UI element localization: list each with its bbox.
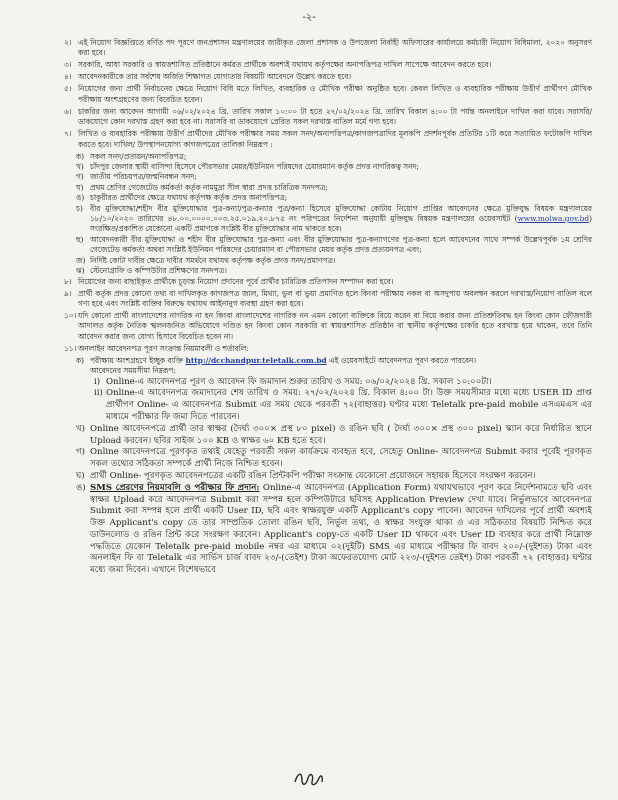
time-heading: আবেদনের সময়সীমা নিম্নরূপ: bbox=[90, 366, 176, 376]
page-number: -২- bbox=[302, 12, 316, 23]
clause-2: ২। এই নিয়োগ বিজ্ঞপ্তিতে বর্ণিত পদ পূরণে জনপ্রশাসন মন্ত্রণালয়ের জারীকৃত জেলা প্রশাসক ও উপজেলা নির্বাহী অফিসারের কার্যালয়ে কর্মচারী নিয়োগ বিধিমালা, ২০২০ অনুসরণ করা হবে। bbox=[64, 38, 592, 58]
application-website-link[interactable]: http://dcchandpur.teletalk.com.bd bbox=[185, 355, 327, 365]
clause-7: ৭। লিখিত ও ব্যবহারিক পরীক্ষায় উত্তীর্ণ প্রার্থীদের মৌখিক পরীক্ষার সময় সকল সনদ/অনাপত্তিপত্র/কাগজপত্রাদির মূলকপি প্রদর্শনপূর্বক প্রতিটির ১টি করে সত্যায়িত ফটোকপি দাখিল করতে হবে। দাখিল/ উপস্থাপনযোগ্য কাগজপত্রের তালিকা নিম্নরূপ : bbox=[64, 129, 592, 149]
time-point: ii) Online-এ আবেদনপত্র জমাদানের শেষ তারিখ ও সময়: ২৭/০২/২০২৪ খ্রি. বিকাল ৪:০০ টা। উক্ত সময়সীমার মধ্যে মধ্যে USER ID প্রাপ্ত প্রার্থীগণ Online- এ আবেদনপত্র Submit এর সময় থেকে পরবর্তী ৭২(বাহাত্তর) ঘণ্টার মধ্যে Teletalk pre-paid mobile এসএমএস এর মাধ্যমে পরীক্ষার ফি জমা দিতে পারবেন। bbox=[94, 388, 592, 422]
notice-body bbox=[64, 38, 592, 577]
document-list-item: ক) সকল সনদ/প্রত্যয়ন/অনাপত্তিপত্র; bbox=[76, 151, 187, 161]
clause-4: ৪। আবেদনকারীকে তার সর্বশেষ অর্জিত শিক্ষাগত যোগ্যতার বিষয়টি আবেদনে উল্লেখ করতে হবে। bbox=[64, 72, 352, 82]
document-list-item: চ) বীর মুক্তিযোদ্ধা/শহীদ বীর মুক্তিযোদ্ধার পুত্র-কন্যা/পুত্র-কন্যার পুত্র/কন্যা হিসেবে মুক্তিযোদ্ধা কোটায় নিয়োগ প্রাপ্তির আবেদনের ক্ষেত্রে মুক্তিযুদ্ধ বিষয়ক মন্ত্রণালয়ের ১৮/১০/২০২০ তারিখের ৪৮.০০.০০০০.০০৩.২৫.০১৯.২০.৮৭৫ নং পরিপত্রের নির্দেশনা অনুযায়ী মুক্তিযুদ্ধ বিষয়ক মন্ত্রণালয়ের ওয়েবসাইট (www.molwa.gov.bd) সংরক্ষিত/প্রকাশিত যেকোনো একটি প্রমাণকে সংশ্লিষ্ট বীর মুক্তিযোদ্ধার নাম থাকতে হবে। bbox=[76, 203, 592, 234]
clause-10: ১০। যদি কোনো প্রার্থী বাংলাদেশের নাগরিক না হন কিংবা বাংলাদেশের নাগরিক নন এমন কোনো ব্যক্তিকে বিয়ে করেন বা বিয়ে করার জন্য প্রতিশ্রুতিবদ্ধ হন কিংবা কোন ফৌজদারী আদালত কর্তৃক নৈতিক স্খলনজনিত অভিযোগে দণ্ডিত হন কিংবা কোন সরকারি বা স্বায়ত্তশাসিত প্রতিষ্ঠান বা স্থানীয় কর্তৃপক্ষের চাকরি হতে বরখাস্ত হয়ে থাকেন, তবে তিনি আবেদন করার জন্য যোগ্য হিসাবে বিবেচিত হবেন না। bbox=[64, 310, 592, 341]
document-list-item: ঘ) প্রথম শ্রেণির গেজেটেড কর্মকর্তা কর্তৃক নামমুদ্রা সীল স্বারা প্রদত্ত চারিত্রিক সনদপত্র; bbox=[76, 182, 328, 192]
document-list-item: ঙ) চাকুরীরত প্রার্থীদের ক্ষেত্রে যথাযথ কর্তৃপক্ষ কর্তৃক প্রদত্ত অনাপত্তিপত্র; bbox=[76, 193, 288, 203]
handwritten-initials-icon bbox=[292, 766, 326, 790]
sms-fee-instructions: ঙ) SMS প্রেরণের নিয়মাবলি ও পরীক্ষার ফি প্রদান: Online-এ আবেদনপত্র (Application Form) যথাযথভাবে পূরণ করে নির্দেশনামতে ছবি এবং স্বাক্ষর Upload করে আবেদনপত্র Submit করা সম্পন্ন হলে কম্পিউটারে ছবিসহ Application Preview দেখা যাবে। নির্ভুলভাবে আবেদনপত্র Submit করা সম্পন্ন হলে প্রার্থী একটি User ID, ছবি এবং স্বাক্ষরযুক্ত একটি Applicant's copy পাবেন। আবেদন দাখিলের পূর্বে প্রার্থী অবশ্যই উক্ত Applicant's copy তে তার সাম্প্রতিক তোলা রঙিন ছবি, নির্ভুল তথ্য, ও স্বাক্ষর সংযুক্ত থাকা ও এর সঠিকতার বিষয়টি নিশ্চিত করে ডাউনলোড ও রঙিন প্রিন্ট করে সংরক্ষণ করবেন। Applicant's copy-তে একটি User ID থাকবে এবং User ID ব্যবহার করে প্রার্থী নিম্নোক্ত পদ্ধতিতে যেকোন Teletalk pre-paid mobile নম্বর এর মাধ্যমে ০২(দুইটি) SMS এর মাধ্যমে পরীক্ষার ফি বাবদ ২০০/-(দুইশত) টাকা এবং অনলাইন ফি বা Teletalk এর সার্ভিস চার্জ বাবদ ২৩/-(তেইশ) টাকা অফেরতযোগ্য মোট ২২৩/-(দুইশত তেইশ) টাকা পরবর্তী ৭২ (বাহাত্তর) ঘণ্টার মধ্যে জমা দিবেন। এখানে বিশেষভাবে bbox=[76, 482, 592, 576]
clause-11: ১১। অনলাইন আবেদনপত্র পূরণ সংক্রান্ত নিয়মাবলী ও শর্তাবলি: bbox=[64, 343, 249, 353]
sms-section-title: SMS প্রেরণের নিয়মাবলি ও পরীক্ষার ফি প্রদান: bbox=[90, 482, 260, 493]
verify-instructions: গ) Online আবেদনপত্রে পূরণকৃত তথ্যই যেহেতু পরবর্তী সকল কার্যক্রমে ব্যবহৃত হবে, সেহেতু Online- আবেদনপত্র Submit করার পূর্বেই পূরণকৃত সকল তথ্যের সঠিকতা সম্পর্কে প্রার্থী নিজে নিশ্চিত হবেন। bbox=[76, 447, 592, 470]
document-list-item: ঝ) স্টেনোগ্রাফি ও কম্পিউটার প্রশিক্ষণের সনদপত্র। bbox=[76, 266, 227, 276]
document-list-item: জ) নির্দিষ্ট কোটা দাবীর ক্ষেত্রে দাবীর সমর্থনে যথাযথ কর্তৃপক্ষ কর্তৃক প্রদত্ত সনদ/প্রমাণপত্র। bbox=[76, 255, 336, 265]
clause-5: ৫। নিয়োগের জন্য প্রার্থী নির্বাচনের ক্ষেত্রে নিয়োগ বিধি মতে লিখিত, ব্যবহারিক ও মৌখিক পরীক্ষা অনুষ্ঠিত হবে। কেবল লিখিত ও ব্যবহারিক পরীক্ষায় উত্তীর্ণ প্রার্থীগণ মৌখিক পরীক্ষায় অংশগ্রহণের জন্য বিবেচিত হবেন। bbox=[64, 84, 592, 104]
clause-9: ৯। প্রার্থী কর্তৃক প্রদত্ত কোনো তথ্য বা দাখিলকৃত কাগজপত্র জাল, মিথ্যা, ভুল বা ভুয়া প্রমাণিত হলে কিংবা পরীক্ষায় নকল বা অসদুপায় অবলম্বন করলে দরখাস্ত/নিয়োগ বাতিল বলে গণ্য হবে এবং সংশ্লিষ্ট ব্যক্তির বিরুদ্ধে যথাযথ আইনানুগ ব্যবস্থা গ্রহণ করা হবে। bbox=[64, 288, 592, 308]
document-list-item: খ) চাঁদপুর জেলার স্থায়ী বাসিন্দা হিসেবে পৌরসভার মেয়র/ইউনিয়ন পরিষদের চেয়ারম্যান কর্তৃক প্রদত্ত নাগরিকত্ব সনদ; bbox=[76, 162, 419, 172]
clause-6: ৬। চাকরির জন্য আবেদন আগামী ০৬/০২/২০২৪ খ্রি. তারিখ সকাল ১০:০০ টা হতে ২৭/০২/২০২৪ খ্রি. তারিখ বিকাল ৪:০০ টা পর্যন্ত অনলাইনে দাখিল করা যাবে। সরাসরি/ ডাকযোগে কোন দরখাস্ত গ্রহণ করা হবে না। সরাসরি বা ডাকযোগে প্রেরিত সকল দরখাস্ত বাতিল মর্মে গণ্য হবে। bbox=[64, 106, 592, 127]
clause-3: ৩। সরকারি, আধা সরকারি ও স্বায়ত্তশাসিত প্রতিষ্ঠানে কর্মরত প্রার্থীকে অবশ্যই যথাযথ কর্তৃপক্ষের অনাপত্তিপত্র দাখিল সাপেক্ষে আবেদন করতে হবে। bbox=[64, 60, 492, 70]
document-list-item: ছ) আবেদনকারী বীর মুক্তিযোদ্ধা ও শহীদ বীর মুক্তিযোদ্ধার পুত্র-কন্যা এবং বীর মুক্তিযোদ্ধার পুত্র-কন্যাগণের পুত্র-কন্যা হলে আবেদনের সাথে সম্পর্ক উল্লেখপূর্বক ১ম শ্রেণির গেজেটেড কর্মকর্তা অথবা সংশ্লিষ্ট ইউনিয়ন পরিষদের চেয়ারম্যান বা পৌরসভার মেয়র কর্তৃক প্রদত্ত প্রত্যয়নপত্র এবং; bbox=[76, 234, 592, 255]
printcopy-instructions: ঘ) প্রার্থী Online- পূরণকৃত আবেদনপত্রের একটি রঙিন প্রিন্টকপি পরীক্ষা সংক্রান্ত যেকোনো প্রয়োজনে সহায়ক হিসেবে সংরক্ষণ করবেন। bbox=[76, 470, 536, 481]
clause-8: ৮। নিয়োগের জন্য বাছাইকৃত প্রার্থীকে চূড়ান্ত নিয়োগ প্রদানের পূর্বে প্রার্থীর চারিত্রিক প্রতিপাদন সম্পাদন করা হবে। bbox=[64, 276, 394, 286]
time-point: i) Online-এ আবেদনপত্র পূরণ ও আবেদন ফি জমাদান শুরুর তারিখ ও সময়: ০৬/০২/২০২৪ খ্রি. সকাল ১০:০০টা। bbox=[94, 376, 492, 387]
online-website-item: ক) পরীক্ষায় অংশগ্রহণে ইচ্ছুক ব্যক্তি http://dcchandpur.teletalk.com.bd এই ওয়েবসাইটে আবেদনপত্র পূরণ করতে পারবেন। bbox=[76, 355, 477, 365]
document-list-item: গ) জাতীয় পরিচয়পত্র/জন্মনিবন্ধন সনদ; bbox=[76, 172, 197, 182]
molwa-link[interactable]: www.molwa.gov.bd bbox=[517, 214, 590, 224]
upload-instructions: খ) Online আবেদনপত্রে প্রার্থী তার স্বাক্ষর (দৈর্ঘ্য ৩০০× প্রস্থ ৮০ pixel) ও রঙিন ছবি ( দৈর্ঘ্য ৩০০× প্রস্থ ৩০০ pixel) স্ক্যান করে নির্ধারিত স্থানে Upload করবেন। ছবির সাইজ ১০০ KB ও স্বাক্ষর ৬০ KB হতে হবে। bbox=[76, 423, 592, 446]
